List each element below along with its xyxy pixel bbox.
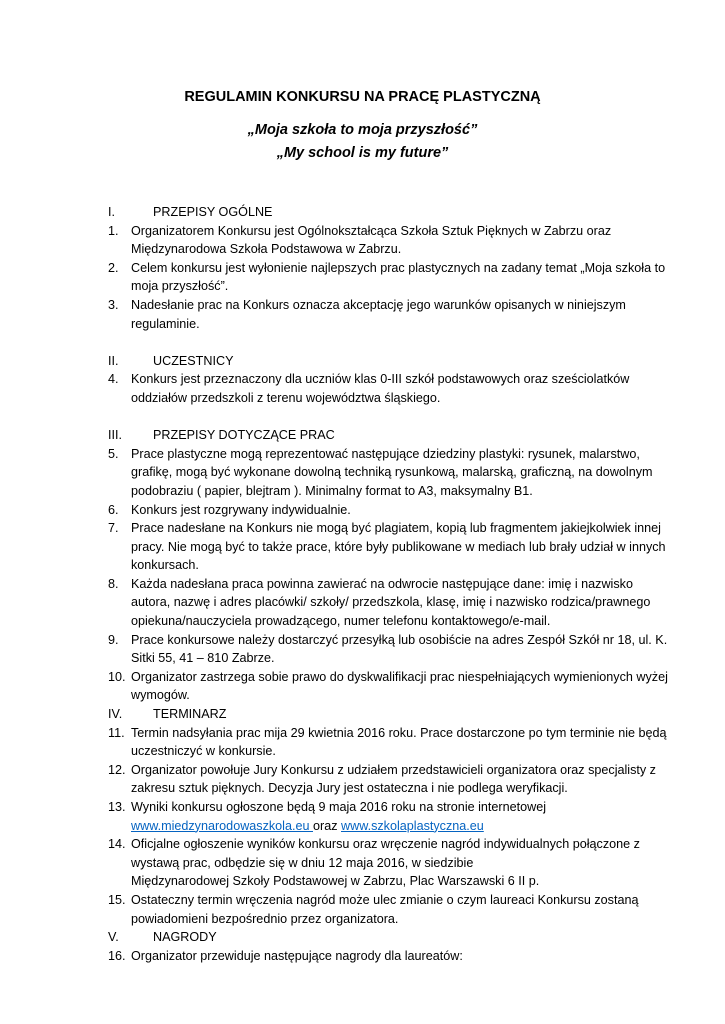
list-item <box>108 519 668 575</box>
document-title: REGULAMIN KONKURSU NA PRACĘ PLASTYCZNĄ <box>184 89 541 105</box>
list-item <box>108 761 668 798</box>
section-number: III. <box>108 428 122 443</box>
item-text: Każda nadesłana praca powinna zawierać na odwrocie następujące dane: imię i nazwisko autora, nazwę i adres placówki/ szkoły/ przedszkola, klasę, imię i nazwisko rodzica/prawnego opiekuna/nauczyciela prowadzącego, numer telefonu kontaktowego/e-mail. <box>131 576 651 629</box>
list-item <box>108 370 668 407</box>
item-number: 2. <box>108 260 119 275</box>
link-separator: oraz <box>313 818 341 833</box>
item-text <box>131 835 668 891</box>
item-number: 11. <box>108 725 125 740</box>
item-text: Organizatorem Konkursu jest Ogólnokształcąca Szkoła Sztuk Pięknych w Zabrzu oraz Międzynarodowa Szkoła Podstawowa w Zabrzu. <box>131 223 612 257</box>
item-text <box>131 798 668 835</box>
item-number: 16. <box>108 948 126 963</box>
item-text: Prace plastyczne mogą reprezentować następujące dziedziny plastyki: rysunek, malarstwo, grafikę, mogą być wykonane dowolną techniką rysunkową, malarską, graficzną, na dowolnym podobraziu ( papier, blejtram ). Minimalny format to A3, maksymalny B1. <box>131 446 653 498</box>
item-text: Konkurs jest rozgrywany indywidualnie. <box>131 502 351 517</box>
item-text: Prace konkursowe należy dostarczyć przesyłką lub osobiście na adres Zespół Szkół nr 18, ul. K. Sitki 55, 41 – 810 Zabrze. <box>131 632 668 666</box>
item-text: Organizator zastrzega sobie prawo do dyskwalifikacji prac niespełniających wymienionych wyżej wymogów. <box>131 669 668 703</box>
item-number: 10. <box>108 669 126 684</box>
section-title: PRZEPISY OGÓLNE <box>153 205 273 219</box>
item-number: 7. <box>108 521 119 536</box>
subtitle-polish: „Moja szkoła to moja przyszłość” <box>247 122 478 138</box>
section-number: IV. <box>108 707 123 722</box>
subtitle-english: „My school is my future” <box>276 145 449 161</box>
item-number: 1. <box>108 223 119 238</box>
item-text: Prace nadesłane na Konkurs nie mogą być plagiatem, kopią lub fragmentem jakiejkolwiek innej pracy. Nie mogą być to także prace, które były publikowane w mediach lub brały udział w innych konkursach. <box>131 521 666 573</box>
item-text-main: Oficjalne ogłoszenie wyników konkursu oraz wręczenie nagród indywidualnych połączone z wystawą prac, odbędzie się w dniu 12 maja 2016, w siedzibie <box>131 837 640 870</box>
section-title: PRZEPISY DOTYCZĄCE PRAC <box>153 428 335 443</box>
list-item <box>108 798 668 835</box>
item-text: Organizator przewiduje następujące nagrody dla laureatów: <box>131 948 463 963</box>
list-item <box>108 891 668 928</box>
section-number: V. <box>108 930 119 945</box>
list-item <box>108 668 668 705</box>
section-title: NAGRODY <box>153 930 217 945</box>
section-heading <box>108 203 668 222</box>
item-number: 9. <box>108 632 119 647</box>
item-number: 5. <box>108 446 119 461</box>
list-item <box>108 724 668 761</box>
section-heading <box>108 928 668 947</box>
section-heading <box>108 352 668 371</box>
list-item <box>108 296 668 333</box>
list-item <box>108 259 668 296</box>
item-number: 8. <box>108 576 119 591</box>
school-website-link[interactable]: www.miedzynarodowaszkola.eu <box>131 818 313 833</box>
item-number: 6. <box>108 502 119 517</box>
section-heading <box>108 705 668 724</box>
list-item <box>108 631 668 668</box>
art-school-website-link[interactable]: www.szkolaplastyczna.eu <box>341 818 484 833</box>
item-text-address: Międzynarodowej Szkoły Podstawowej w Zabrzu, Plac Warszawski 6 II p. <box>131 874 540 889</box>
item-text-main: Wyniki konkursu ogłoszone będą 9 maja 2016 roku na stronie internetowej <box>131 800 547 814</box>
item-text: Celem konkursu jest wyłonienie najlepszych prac plastycznych na zadany temat „Moja szkoła to moja przyszłość”. <box>131 260 666 294</box>
item-number: 15. <box>108 892 126 907</box>
item-number: 4. <box>108 372 119 387</box>
section-title: UCZESTNICY <box>153 353 234 368</box>
item-number: 14. <box>108 837 126 852</box>
item-text: Konkurs jest przeznaczony dla uczniów klas 0-III szkół podstawowych oraz sześciolatków oddziałów przedszkoli z terenu województwa śląskiego. <box>131 372 630 405</box>
list-item <box>108 947 668 966</box>
section-title: TERMINARZ <box>153 707 227 722</box>
item-text: Termin nadsyłania prac mija 29 kwietnia 2016 roku. Prace dostarczone po tym terminie nie będą uczestniczyć w konkursie. <box>131 725 667 759</box>
section-number: II. <box>108 353 119 368</box>
item-number: 13. <box>108 800 126 814</box>
list-item <box>108 222 668 259</box>
item-number: 3. <box>108 297 119 312</box>
list-item <box>108 445 668 501</box>
list-item <box>108 501 668 520</box>
item-text: Ostateczny termin wręczenia nagród może ulec zmianie o czym laureaci Konkursu zostaną powiadomieni bezpośrednio przez organizatora. <box>131 892 639 926</box>
list-item <box>108 835 668 891</box>
item-text: Nadesłanie prac na Konkurs oznacza akceptację jego warunków opisanych w niniejszym regulaminie. <box>131 297 626 331</box>
section-heading <box>108 426 668 445</box>
section-number: I. <box>108 205 115 219</box>
regulations-body <box>108 203 668 965</box>
list-item <box>108 575 668 631</box>
item-text: Organizator powołuje Jury Konkursu z udziałem przedstawicieli organizatora oraz specjalisty z zakresu sztuk pięknych. Decyzja Jury jest ostateczna i nie podlega weryfikacji. <box>131 762 656 796</box>
item-number: 12. <box>108 762 126 777</box>
